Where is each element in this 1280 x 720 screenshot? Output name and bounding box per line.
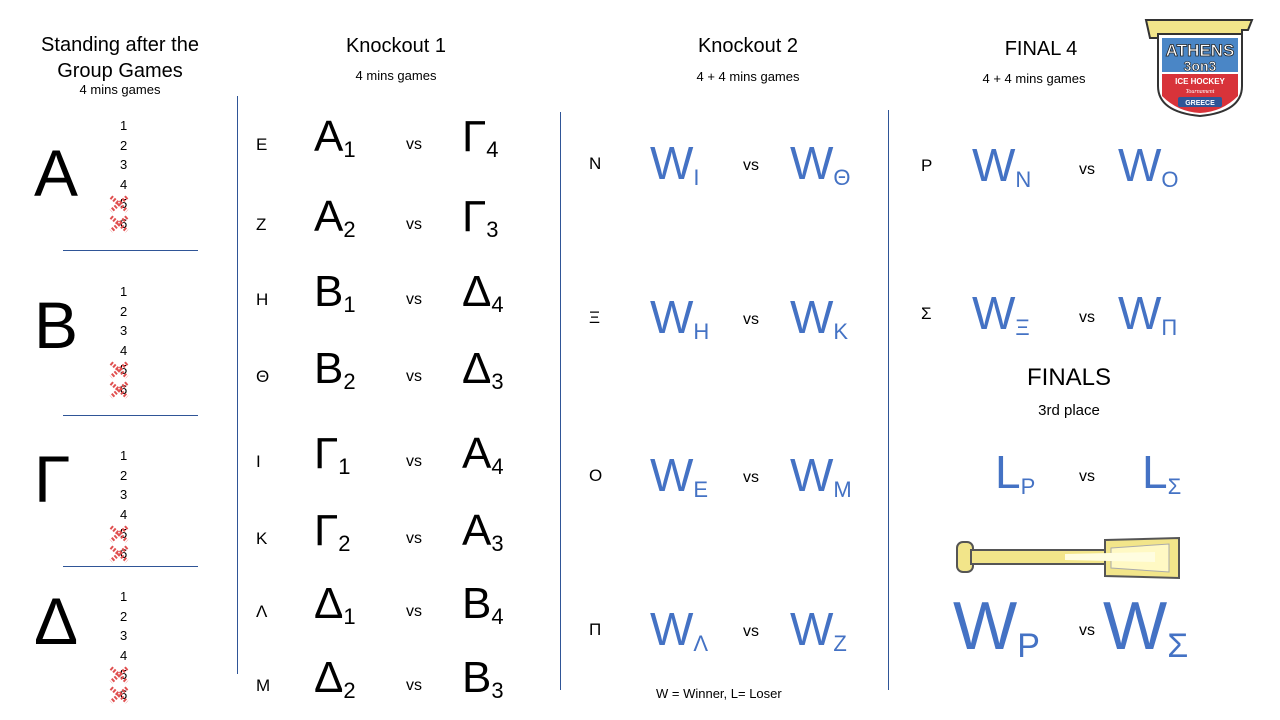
team-letter: Β: [314, 344, 344, 393]
rank-item: [120, 646, 127, 666]
third-place-home: $L_P$: [995, 446, 1036, 499]
rank-number: 4: [120, 342, 128, 358]
team-rank: 4: [491, 454, 504, 479]
rank-item: [120, 685, 127, 705]
rank-number: 4: [120, 506, 128, 522]
team-letter: Α: [462, 429, 492, 478]
match-away-winner: [790, 449, 852, 507]
svg-text:ATHENS: ATHENS: [1165, 41, 1235, 60]
rank-number: 3: [120, 487, 128, 502]
match-home-team: [314, 192, 356, 246]
knockout2-title: Knockout 2: [697, 35, 799, 57]
rank-number: 1: [120, 448, 128, 463]
vs-label: vs: [406, 368, 422, 385]
match-away-winner: [1118, 287, 1178, 345]
team-letter: Β: [462, 579, 492, 628]
team-rank: 4: [491, 604, 504, 629]
match-label: Ρ: [921, 156, 933, 175]
vs-label: vs: [406, 136, 422, 153]
match-away-team: [462, 192, 499, 246]
team-rank: 3: [491, 369, 504, 394]
svg-text:Tournament: Tournament: [1185, 89, 1215, 95]
match-home-team: [314, 429, 351, 483]
match-label: Μ: [256, 676, 271, 695]
team-rank: 3: [491, 531, 504, 556]
vs-label: vs: [406, 530, 422, 547]
group-rank-list: [120, 446, 127, 563]
match-away-winner: [790, 291, 849, 349]
svg-text:3on3: 3on3: [1183, 58, 1217, 74]
winner-of-match: Ζ: [833, 631, 847, 656]
rank-item: [120, 380, 127, 400]
team-letter: Α: [314, 112, 344, 161]
match-home-winner: [650, 291, 710, 349]
winner-of-match: Μ: [833, 477, 852, 502]
winner-letter: W: [790, 137, 834, 189]
rank-item: [120, 155, 127, 175]
winner-letter: W: [650, 137, 694, 189]
match-away-team: [462, 506, 504, 560]
match-home-winner: [972, 139, 1032, 197]
team-rank: 1: [338, 454, 351, 479]
match-label: Ξ: [589, 308, 601, 327]
winner-letter: W: [790, 291, 834, 343]
match-label: Λ: [256, 602, 268, 621]
standing-title: Standing after the Group Games: [41, 34, 199, 82]
team-rank: 1: [343, 292, 356, 317]
match-label: Σ: [921, 304, 932, 323]
winner-of-match: Π: [1161, 315, 1178, 340]
match-label: Π: [589, 620, 602, 639]
rank-item: [120, 466, 127, 486]
team-rank: 3: [491, 678, 504, 703]
match-label: Ι: [256, 452, 261, 471]
winner-of-match: Ε: [693, 477, 709, 502]
match-home-winner: [650, 137, 700, 195]
team-rank: 1: [343, 604, 356, 629]
rank-item: [120, 321, 127, 341]
finals-subtitle: 3rd place: [1038, 402, 1100, 419]
third-place-away: $L_\Sigma$: [1142, 446, 1182, 499]
hockey-stick-trophy-icon: [955, 534, 1183, 587]
rank-item: [120, 607, 127, 627]
winner-letter: W: [790, 449, 834, 501]
winner-of-match: Ο: [1161, 167, 1179, 192]
rank-number: 3: [120, 323, 128, 338]
winner-letter: W: [650, 603, 694, 655]
knockout2-subtitle: 4 + 4 mins games: [696, 69, 800, 84]
rank-item: [120, 626, 127, 646]
group-divider-2: [63, 415, 198, 416]
vs-label: vs: [406, 453, 422, 470]
rank-number: 5: [120, 667, 128, 682]
winner-letter: W: [1118, 287, 1162, 339]
match-away-winner: [790, 137, 851, 195]
match-home-winner: [972, 287, 1030, 345]
vs-label: vs: [406, 291, 422, 308]
team-rank: 2: [343, 217, 356, 242]
match-label: Ε: [256, 135, 268, 154]
team-letter: Δ: [314, 579, 344, 628]
match-away-team: [462, 344, 504, 398]
team-letter: Δ: [462, 344, 492, 393]
rank-item: [120, 665, 127, 685]
knockout1-subtitle: 4 mins games: [355, 68, 437, 83]
group-letter: Α: [34, 136, 79, 210]
team-rank: 2: [343, 678, 356, 703]
rank-number: 5: [120, 362, 128, 377]
rank-item: [120, 544, 127, 564]
team-rank: 3: [486, 217, 499, 242]
group-divider-1: [63, 250, 198, 251]
rank-item: [120, 282, 127, 302]
rank-number: 2: [120, 467, 128, 483]
team-rank: 2: [338, 531, 351, 556]
rank-number: 4: [120, 176, 128, 192]
knockout1-title: Knockout 1: [345, 35, 447, 57]
group-rank-list: [120, 587, 127, 704]
team-rank: 4: [486, 137, 499, 162]
winner-of-match: Θ: [833, 165, 851, 190]
rank-item: [120, 587, 127, 607]
rank-number: 2: [120, 303, 128, 319]
rank-item: [120, 524, 127, 544]
match-away-team: [462, 267, 504, 321]
team-letter: Α: [314, 192, 344, 241]
match-away-winner: [1118, 139, 1179, 197]
column-divider-3: [888, 110, 889, 690]
team-letter: Α: [462, 506, 492, 555]
match-label: Ν: [589, 154, 602, 173]
finals-title: FINALS: [1026, 364, 1112, 391]
winner-of-match: Κ: [833, 319, 849, 344]
match-home-winner: [650, 603, 709, 661]
match-home-team: [314, 506, 351, 560]
legend-note: W = Winner, L= Loser: [656, 686, 782, 701]
final-vs: vs: [1079, 622, 1095, 639]
group-letter: Γ: [34, 442, 71, 516]
team-rank: 2: [343, 369, 356, 394]
final-home: $W_P$: [953, 588, 1040, 665]
vs-label: vs: [406, 216, 422, 233]
match-home-team: [314, 344, 356, 398]
team-rank: 1: [343, 137, 356, 162]
match-home-team: [314, 112, 356, 166]
team-letter: Δ: [462, 267, 492, 316]
vs-label: vs: [1079, 161, 1095, 178]
rank-number: 1: [120, 284, 128, 299]
rank-number: 3: [120, 157, 128, 172]
match-away-winner: [790, 603, 847, 661]
winner-of-match: Λ: [693, 631, 709, 656]
third-place-vs: vs: [1079, 468, 1095, 485]
match-label: Ζ: [256, 215, 267, 234]
team-letter: Γ: [462, 112, 487, 161]
vs-label: vs: [743, 623, 759, 640]
match-label: Θ: [256, 367, 270, 386]
vs-label: vs: [1079, 309, 1095, 326]
standing-subtitle: 4 mins games: [79, 82, 161, 97]
rank-item: [120, 360, 127, 380]
match-label: Η: [256, 290, 269, 309]
rank-number: 5: [120, 526, 128, 541]
team-rank: 4: [491, 292, 504, 317]
group-rank-list: [120, 116, 127, 233]
group-rank-list: [120, 282, 127, 399]
team-letter: Γ: [314, 506, 339, 555]
winner-letter: W: [650, 449, 694, 501]
vs-label: vs: [743, 311, 759, 328]
vs-label: vs: [743, 157, 759, 174]
rank-number: 6: [120, 381, 128, 397]
group-letter: Β: [34, 288, 79, 362]
rank-number: 2: [120, 137, 128, 153]
svg-text:ICE HOCKEY: ICE HOCKEY: [1175, 77, 1225, 86]
winner-letter: W: [972, 287, 1016, 339]
rank-number: 2: [120, 608, 128, 624]
vs-label: vs: [406, 603, 422, 620]
rank-item: [120, 136, 127, 156]
rank-item: [120, 341, 127, 361]
vs-label: vs: [406, 677, 422, 694]
match-home-team: [314, 653, 356, 707]
rank-item: [120, 302, 127, 322]
rank-number: 6: [120, 686, 128, 702]
match-label: Ο: [589, 466, 603, 485]
winner-of-match: Ξ: [1015, 315, 1030, 340]
winner-letter: W: [650, 291, 694, 343]
match-home-team: [314, 579, 356, 633]
winner-of-match: Η: [693, 319, 710, 344]
match-away-team: [462, 112, 499, 166]
team-letter: Γ: [462, 192, 487, 241]
final4-title: FINAL 4: [1004, 38, 1078, 60]
rank-item: [120, 194, 127, 214]
final-away: $W_\Sigma$: [1103, 588, 1189, 665]
column-divider-2: [560, 112, 561, 690]
rank-item: [120, 505, 127, 525]
match-away-team: [462, 653, 504, 707]
match-home-winner: [650, 449, 709, 507]
rank-item: [120, 116, 127, 136]
match-away-team: [462, 579, 504, 633]
rank-item: [120, 214, 127, 234]
team-letter: Β: [462, 653, 492, 702]
rank-number: 3: [120, 628, 128, 643]
match-home-team: [314, 267, 356, 321]
group-letter: Δ: [34, 584, 79, 658]
rank-number: 1: [120, 589, 128, 604]
winner-letter: W: [972, 139, 1016, 191]
rank-item: [120, 446, 127, 466]
rank-item: [120, 175, 127, 195]
winner-letter: W: [790, 603, 834, 655]
team-letter: Β: [314, 267, 344, 316]
rank-number: 6: [120, 545, 128, 561]
rank-number: 6: [120, 215, 128, 231]
match-away-team: [462, 429, 504, 483]
team-letter: Γ: [314, 429, 339, 478]
team-letter: Δ: [314, 653, 344, 702]
winner-letter: W: [1118, 139, 1162, 191]
match-label: Κ: [256, 529, 268, 548]
rank-number: 4: [120, 647, 128, 663]
svg-text:GREECE: GREECE: [1185, 100, 1215, 107]
column-divider-1: [237, 96, 238, 674]
rank-number: 5: [120, 196, 128, 211]
rank-item: [120, 485, 127, 505]
final4-subtitle: 4 + 4 mins games: [982, 71, 1086, 86]
winner-of-match: Ι: [693, 165, 700, 190]
rank-number: 1: [120, 118, 128, 133]
tournament-logo: [1142, 16, 1258, 118]
group-divider-3: [63, 566, 198, 567]
vs-label: vs: [743, 469, 759, 486]
winner-of-match: Ν: [1015, 167, 1032, 192]
